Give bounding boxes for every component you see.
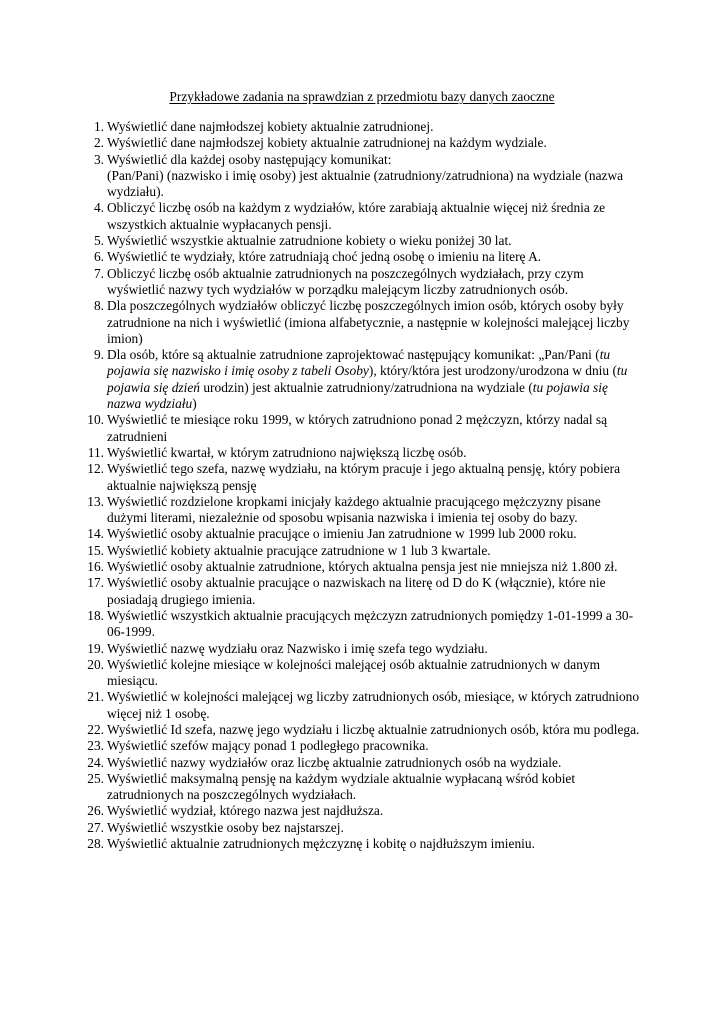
item-number: 13.: [87, 493, 104, 509]
item-text: Dla poszczególnych wydziałów obliczyć liczbę poszczególnych imion osób, których osoby były zatrudnione na nich i wyświetlić (imiona alfabetycznie, a następnie w kolejności malejącej liczby imion): [107, 298, 630, 346]
item-number: 19.: [87, 640, 104, 656]
list-item: [78, 266, 643, 299]
item-text-line: Wyświetlić dla każdej osoby następujący komunikat:: [107, 151, 392, 167]
item-number: 17.: [87, 575, 104, 591]
item-text: Obliczyć liczbę osób aktualnie zatrudnionych na poszczególnych wydziałach, przy czym wyświetlić nazwy tych wydziałów w porządku malejącym liczby zatrudnionych osób.: [107, 265, 584, 297]
list-item: [78, 559, 643, 575]
task-list: [78, 119, 643, 852]
document-title: Przykładowe zadania na sprawdzian z przedmiotu bazy danych zaoczne: [169, 89, 555, 104]
list-item: [78, 608, 643, 641]
item-text-part: urodzin) jest aktualnie zatrudniony/zatrudniona na wydziale (: [200, 379, 533, 395]
item-text: Wyświetlić Id szefa, nazwę jego wydziału i liczbę aktualnie zatrudnionych osób, która mu podlega.: [107, 721, 640, 737]
item-text: Wyświetlić aktualnie zatrudnionych mężczyznę i kobitę o najdłuższym imieniu.: [107, 836, 535, 852]
item-text: Wyświetlić w kolejności malejącej wg liczby zatrudnionych osób, miesiące, w których zatrudniono więcej niż 1 osobę.: [107, 689, 640, 721]
item-text: Wyświetlić kolejne miesiące w kolejności malejącej osób aktualnie zatrudnionych w danym miesiącu.: [107, 656, 601, 689]
list-item: [78, 233, 643, 249]
item-text-italic: tu pojawia się nazwa wydziału: [107, 379, 608, 412]
list-item: [78, 771, 643, 804]
item-text: Wyświetlić te miesiące roku 1999, w których zatrudniono ponad 2 mężczyzn, którzy nadal są zatrudnieni: [107, 412, 608, 444]
list-item: [78, 836, 643, 852]
item-number: 11.: [87, 444, 104, 460]
item-text: Wyświetlić rozdzielone kropkami inicjały każdego aktualnie pracującego mężczyzny pisane dużymi literami, niezależnie od sposobu wpisania nazwiska i imienia tej osoby do bazy.: [107, 493, 601, 526]
list-item: [78, 152, 643, 201]
item-text: Wyświetlić tego szefa, nazwę wydziału, na którym pracuje i jego aktualną pensję, który pobiera aktualnie największą pensję: [107, 461, 621, 493]
item-text: [107, 152, 643, 201]
item-number: 8.: [93, 298, 104, 314]
list-item: [78, 119, 643, 135]
item-number: 6.: [93, 249, 104, 265]
item-number: 5.: [93, 233, 104, 249]
list-item: [78, 689, 643, 722]
list-item: [78, 803, 643, 819]
item-text: [107, 347, 643, 412]
item-text: Wyświetlić osoby aktualnie zatrudnione, których aktualna pensja jest nie mniejsza niż 1.800 zł.: [107, 559, 618, 575]
item-text: Wyświetlić osoby aktualnie pracujące o nazwiskach na literę od D do K (włącznie), które nie posiadają drugiego imienia.: [107, 575, 606, 607]
item-text-part: Dla osób, które są aktualnie zatrudnione zaprojektować następujący komunikat: „Pan/Pani (: [107, 347, 600, 363]
item-text: Wyświetlić nazwy wydziałów oraz liczbę aktualnie zatrudnionych osób na wydziale.: [107, 754, 562, 770]
item-text: Wyświetlić dane najmłodszej kobiety aktualnie zatrudnionej.: [107, 119, 434, 134]
list-item: [78, 755, 643, 771]
item-number: 9.: [93, 347, 104, 363]
list-item: [78, 461, 643, 494]
item-number: 16.: [87, 559, 104, 575]
list-item: [78, 722, 643, 738]
item-number: 15.: [87, 542, 104, 558]
item-number: 28.: [87, 836, 104, 852]
item-number: 10.: [87, 412, 104, 428]
item-number: 26.: [87, 803, 104, 819]
item-text-italic: tu pojawia się nazwisko i imię osoby z tabeli Osoby: [107, 347, 611, 379]
item-text: Wyświetlić kobiety aktualnie pracujące zatrudnione w 1 lub 3 kwartale.: [107, 542, 491, 558]
list-item: [78, 200, 643, 233]
item-text: Wyświetlić szefów mający ponad 1 podległego pracownika.: [107, 738, 429, 754]
list-item: [78, 641, 643, 657]
list-item: [78, 135, 643, 151]
item-number: 20.: [87, 656, 104, 672]
item-number: 12.: [87, 461, 104, 477]
item-number: 23.: [87, 738, 104, 754]
list-item: [78, 526, 643, 542]
list-item: [78, 494, 643, 527]
item-number: 7.: [93, 265, 104, 281]
list-item: [78, 445, 643, 461]
list-item: [78, 820, 643, 836]
item-number: 24.: [87, 754, 104, 770]
list-item: [78, 249, 643, 265]
item-text-line: (Pan/Pani) (nazwisko i imię osoby) jest aktualnie (zatrudniony/zatrudniona) na wydziale (nazwa wydziału).: [107, 167, 624, 200]
list-item: [78, 347, 643, 412]
item-number: 22.: [87, 721, 104, 737]
item-number: 25.: [87, 770, 104, 786]
item-number: 21.: [87, 689, 104, 705]
item-text-italic: tu pojawia się dzień: [107, 363, 628, 395]
item-text: Wyświetlić dane najmłodszej kobiety aktualnie zatrudnionej na każdym wydziale.: [107, 135, 547, 151]
item-text: Wyświetlić wszystkie aktualnie zatrudnione kobiety o wieku poniżej 30 lat.: [107, 233, 512, 249]
list-item: [78, 543, 643, 559]
item-text: Wyświetlić te wydziały, które zatrudniają choć jedną osobę o imieniu na literę A.: [107, 249, 542, 265]
item-text: Wyświetlić wszystkie osoby bez najstarszej.: [107, 819, 344, 835]
item-number: 4.: [93, 200, 104, 216]
item-number: 27.: [87, 819, 104, 835]
item-text: Wyświetlić osoby aktualnie pracujące o imieniu Jan zatrudnione w 1999 lub 2000 roku.: [107, 526, 577, 542]
list-item: [78, 412, 643, 445]
list-item: [78, 575, 643, 608]
item-number: 3.: [93, 151, 104, 167]
list-item: [78, 657, 643, 690]
item-number: 2.: [93, 135, 104, 151]
item-text-part: ): [192, 396, 197, 412]
item-text-part: ), który/która jest urodzony/urodzona w dniu (: [368, 363, 617, 379]
list-item: [78, 298, 643, 347]
item-text: Wyświetlić wszystkich aktualnie pracujących mężczyzn zatrudnionych pomiędzy 1-01-1999 a 30-06-1999.: [107, 607, 634, 640]
item-number: 14.: [87, 526, 104, 542]
item-number: 1.: [93, 119, 104, 134]
item-text: Obliczyć liczbę osób na każdym z wydziałów, które zarabiają aktualnie więcej niż średnia ze wszystkich aktualnie wypłacanych pensji.: [107, 200, 606, 232]
item-number: 18.: [87, 607, 104, 623]
item-text: Wyświetlić kwartał, w którym zatrudniono największą liczbę osób.: [107, 444, 467, 460]
list-item: [78, 738, 643, 754]
item-text: Wyświetlić maksymalną pensję na każdym wydziale aktualnie wypłacaną wśród kobiet zatrudnionych na poszczególnych wydziałach.: [107, 770, 576, 803]
item-text: Wyświetlić nazwę wydziału oraz Nazwisko i imię szefa tego wydziału.: [107, 640, 488, 656]
item-text: Wyświetlić wydział, którego nazwa jest najdłuższa.: [107, 803, 384, 819]
